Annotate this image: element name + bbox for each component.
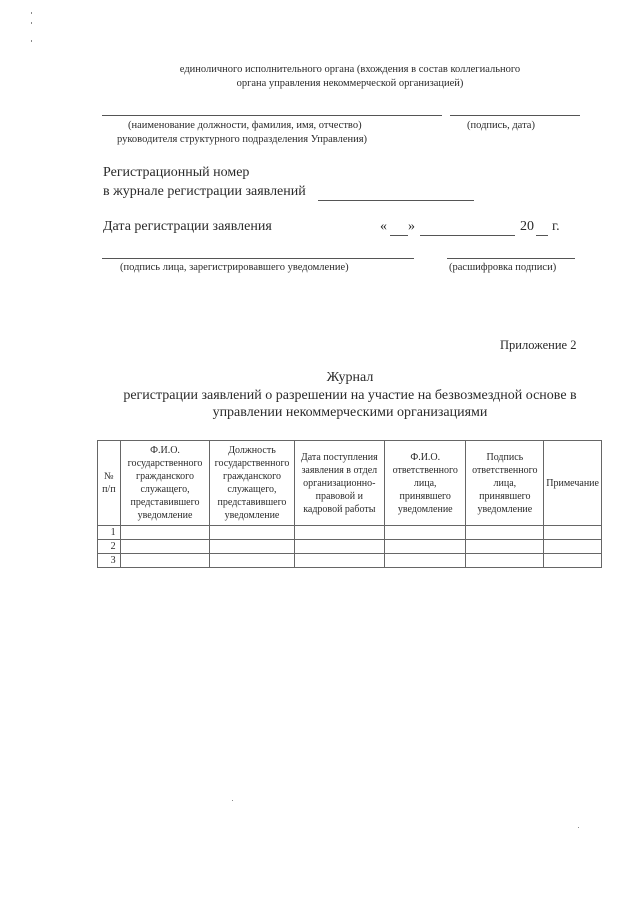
- row-number: 3: [98, 554, 121, 568]
- top-text-line-1: единоличного исполнительного органа (вхождения в состав коллегиального: [179, 64, 521, 75]
- journal-subtitle-line-2: управлении некоммерческими организациями: [212, 405, 488, 420]
- top-text-line-2: органа управления некоммерческой организацией): [236, 78, 464, 89]
- table-row: [98, 540, 602, 554]
- date-month-field[interactable]: [420, 235, 515, 236]
- table-cell[interactable]: [294, 554, 385, 568]
- caption-head-of-department: руководителя структурного подразделения Управления): [117, 134, 368, 145]
- table-cell[interactable]: [294, 526, 385, 540]
- registration-number-field[interactable]: [318, 200, 474, 201]
- journal-subtitle-line-1: регистрации заявлений о разрешении на участие на безвозмездной основе в: [123, 388, 577, 403]
- table-cell[interactable]: [385, 540, 466, 554]
- registrar-name-caption: (расшифровка подписи): [449, 262, 557, 273]
- table-row: [98, 526, 602, 540]
- table-cell[interactable]: [466, 526, 544, 540]
- table-cell[interactable]: [120, 540, 210, 554]
- scan-speck: [232, 800, 233, 801]
- header-employee-position: Должность государственного гражданского служащего, представившего уведомление: [210, 441, 294, 526]
- table-cell[interactable]: [210, 526, 294, 540]
- scan-speck: [31, 40, 32, 42]
- table-cell[interactable]: [385, 526, 466, 540]
- date-quote-close: »: [408, 219, 415, 234]
- date-day-field[interactable]: [390, 235, 408, 236]
- header-receipt-date: Дата поступления заявления в отдел организационно-правовой и кадровой работы: [294, 441, 385, 526]
- date-year-prefix: 20: [520, 219, 534, 234]
- date-year-suffix: г.: [552, 219, 560, 234]
- header-note: Примечание: [544, 441, 602, 526]
- registration-number-label-2: в журнале регистрации заявлений: [103, 184, 306, 199]
- table-cell[interactable]: [466, 554, 544, 568]
- table-cell[interactable]: [466, 540, 544, 554]
- table-cell[interactable]: [385, 554, 466, 568]
- journal-table: [97, 440, 602, 568]
- signature-line-name: [102, 115, 442, 116]
- registrar-name-line: [447, 258, 575, 259]
- caption-sign-date: (подпись, дата): [467, 120, 535, 131]
- header-responsible-signature: Подпись ответственного лица, принявшего уведомление: [466, 441, 544, 526]
- scan-speck: [31, 12, 32, 14]
- header-employee-name: Ф.И.О. государственного гражданского служащего, представившего уведомление: [120, 441, 210, 526]
- table-cell[interactable]: [210, 554, 294, 568]
- caption-name: (наименование должности, фамилия, имя, отчество): [128, 120, 362, 131]
- table-cell[interactable]: [544, 554, 602, 568]
- table-cell[interactable]: [544, 526, 602, 540]
- row-number: 1: [98, 526, 121, 540]
- registration-date-label: Дата регистрации заявления: [103, 219, 272, 234]
- registrar-signature-caption: (подпись лица, зарегистрировавшего уведомление): [120, 262, 349, 273]
- table-cell[interactable]: [544, 540, 602, 554]
- date-quote-open: «: [380, 219, 387, 234]
- scan-speck: [578, 827, 579, 828]
- row-number: 2: [98, 540, 121, 554]
- signature-line-sign: [450, 115, 580, 116]
- header-number: № п/п: [98, 441, 121, 526]
- registration-number-label-1: Регистрационный номер: [103, 165, 250, 180]
- registrar-signature-line: [102, 258, 414, 259]
- table-cell[interactable]: [120, 526, 210, 540]
- table-header-row: [98, 441, 602, 526]
- appendix-label: Приложение 2: [500, 338, 577, 352]
- header-responsible-name: Ф.И.О. ответственного лица, принявшего уведомление: [385, 441, 466, 526]
- table-cell[interactable]: [294, 540, 385, 554]
- date-year-field[interactable]: [536, 235, 548, 236]
- journal-title: Журнал: [326, 370, 374, 385]
- table-cell[interactable]: [210, 540, 294, 554]
- table-row: [98, 554, 602, 568]
- scan-speck: [31, 22, 32, 24]
- table-cell[interactable]: [120, 554, 210, 568]
